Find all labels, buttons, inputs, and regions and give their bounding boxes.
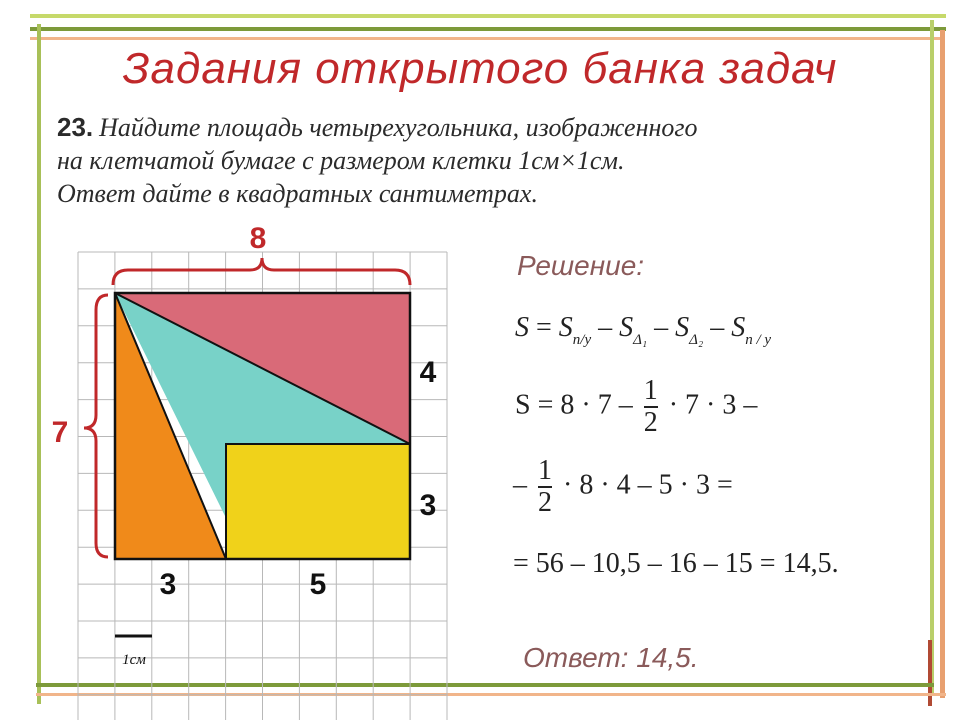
formula-result: = 56 – 10,5 – 16 – 15 = 14,5. [513, 548, 839, 579]
slide-title: Задания открытого банка задач [122, 44, 838, 93]
fraction-half-2: $\frac{1}{2}$ [538, 455, 552, 518]
task-line-3: Ответ дайте в квадратных сантиметрах. [57, 179, 538, 208]
label-bottom-5: 5 [309, 568, 327, 601]
label-height-7: 7 [51, 416, 69, 449]
left-brace [84, 295, 108, 557]
label-bottom-3: 3 [159, 568, 177, 601]
formula-general: $S = S_{п/у} - S_{\Delta_1} - S_{\Delta_2} - S_{п / у}$ [515, 312, 772, 348]
formula-step-2: – $\frac{1}{2}$ · 8 · 4 – 5 · 3 = [513, 455, 733, 518]
yellow-rectangle [226, 444, 410, 559]
label-width-8: 8 [249, 222, 267, 255]
top-brace [113, 258, 410, 285]
answer-text: Ответ: 14,5. [523, 642, 699, 673]
fraction-half-1: $\frac{1}{2}$ [643, 375, 658, 438]
scale-label: 1см [122, 652, 146, 668]
formula-step-1: S = 8 · 7 – $\frac{1}{2}$ · 7 · 3 – [515, 375, 758, 438]
task-line-1: 23. Найдите площадь четырехугольника, изображенного [57, 112, 698, 142]
task-number: 23. [57, 112, 94, 142]
task-line-2: на клетчатой бумаге с размером клетки 1см×1см. [57, 146, 625, 175]
label-right-3: 3 [419, 489, 437, 522]
label-right-4: 4 [419, 356, 437, 389]
solution-heading: Решение: [517, 250, 645, 281]
